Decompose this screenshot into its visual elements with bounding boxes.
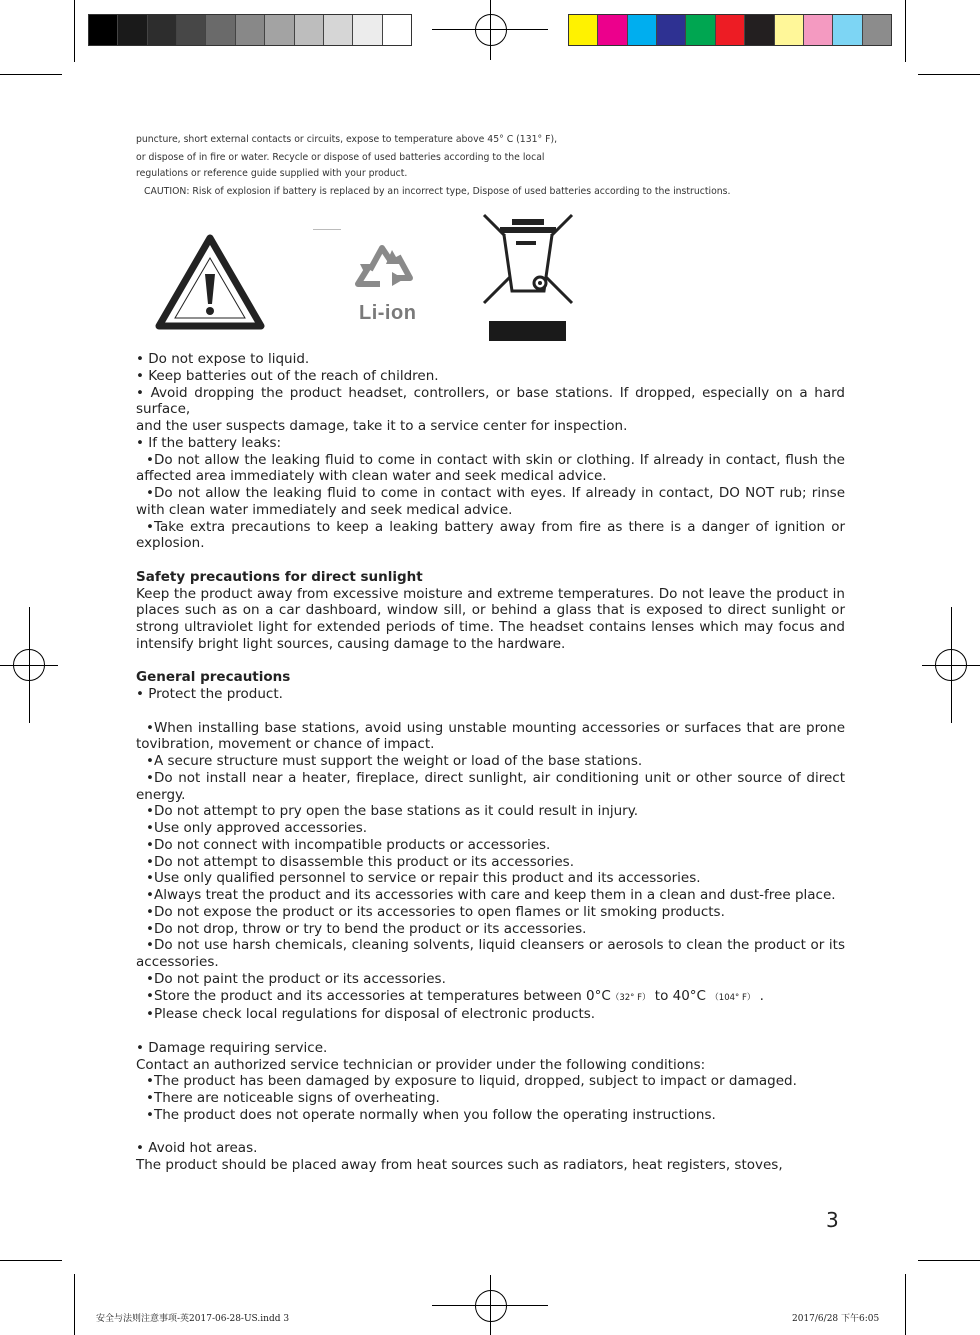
- intro-line-1: puncture, short external contacts or circuits, expose to temperature above 45° C (131° F),: [136, 134, 558, 145]
- grayscale-swatch: [89, 15, 118, 45]
- temp-fahrenheit-low: （32° F）: [610, 992, 651, 1003]
- footer-filename: 安全与法则注意事项-英2017-06-28-US.indd 3: [96, 1314, 290, 1324]
- hot-heading: • Avoid hot areas.: [136, 1140, 258, 1157]
- battery-leak-2: •Do not allow the leaking fluid to come in contact with eyes. If already in contact, DO NOT rub; rinse with clean water immediately and seek medical advice.: [136, 485, 845, 518]
- battery-bullet-3b: and the user suspects damage, take it to a service center for inspection.: [136, 418, 628, 434]
- general-heading: General precautions: [136, 669, 291, 686]
- battery-bullet-2: • Keep batteries out of the reach of children.: [136, 367, 439, 384]
- battery-bullet-1: • Do not expose to liquid.: [136, 351, 310, 367]
- general-protect: • Protect the product.: [136, 686, 283, 702]
- process-swatch: [833, 15, 862, 45]
- process-swatch: [863, 15, 891, 45]
- general-item-1: •When installing base stations, avoid using unstable mounting accessories or surfaces that are prone tovibration, movement or chance of impact.: [136, 719, 845, 753]
- general-item-2: •A secure structure must support the weight or load of the base stations.: [146, 753, 643, 769]
- intro-line-2: or dispose of in fire or water. Recycle or dispose of used batteries according to the local: [136, 152, 545, 163]
- general-item-5: •Use only approved accessories.: [146, 820, 368, 836]
- main-content: [136, 351, 845, 1174]
- general-item-7: •Do not attempt to disassemble this product or its accessories.: [146, 853, 574, 870]
- service-item-1: •The product has been damaged by exposure to liquid, dropped, subject to impact or damaged.: [146, 1073, 797, 1090]
- general-item-10: •Do not expose the product or its accessories to open flames or lit smoking products.: [146, 903, 725, 920]
- general-item-13: •Do not paint the product or its accessories.: [146, 970, 446, 987]
- general-item-6: •Do not connect with incompatible products or accessories.: [146, 836, 551, 853]
- grayscale-swatch: [177, 15, 206, 45]
- grayscale-swatch: [265, 15, 294, 45]
- general-item-3: •Do not install near a heater, fireplace, direct sunlight, air conditioning unit or other source of direct energy.: [136, 769, 845, 803]
- battery-bullet-4: • If the battery leaks:: [136, 434, 282, 451]
- temp-text-pre: •Store the product and its accessories at temperatures between 0°C: [146, 987, 611, 1004]
- li-ion-label: Li-ion: [359, 302, 417, 324]
- service-intro: Contact an authorized service technician or provider under the following conditions:: [136, 1056, 706, 1073]
- weee-black-bar: [489, 321, 566, 341]
- battery-bullet-3a: • Avoid dropping the product headset, controllers, or base stations. If dropped, especially on a hard surface,: [136, 384, 845, 418]
- process-color-bar: [568, 14, 892, 46]
- service-item-3: •The product does not operate normally when you follow the operating instructions.: [146, 1106, 716, 1123]
- temp-fahrenheit-high: （104° F）: [710, 992, 756, 1003]
- process-swatch: [775, 15, 804, 45]
- general-item-15: •Please check local regulations for disposal of electronic products.: [146, 1006, 596, 1023]
- service-heading: • Damage requiring service.: [136, 1039, 328, 1056]
- battery-leak-3: •Take extra precautions to keep a leaking battery away from fire as there is a danger of ignition or explosion.: [136, 518, 845, 552]
- process-swatch: [716, 15, 745, 45]
- battery-leak-1: •Do not allow the leaking fluid to come in contact with skin or clothing. If already in contact, flush the affected area immediately with clean water and seek medical advice.: [136, 451, 845, 485]
- recycle-icon: [346, 234, 424, 296]
- general-item-4: •Do not attempt to pry open the base stations as it could result in injury.: [146, 803, 639, 820]
- temp-text-end: .: [755, 987, 764, 1004]
- grayscale-swatch: [118, 15, 147, 45]
- grayscale-swatch: [236, 15, 265, 45]
- grayscale-swatch: [206, 15, 235, 45]
- thin-rule: [313, 229, 341, 230]
- process-swatch: [569, 15, 598, 45]
- process-swatch: [598, 15, 627, 45]
- intro-line-3: regulations or reference guide supplied with your product.: [136, 168, 408, 179]
- general-item-14: [136, 988, 845, 1007]
- general-item-8: •Use only qualified personnel to service or repair this product and its accessories.: [146, 870, 701, 887]
- grayscale-color-bar: [88, 14, 412, 46]
- grayscale-swatch: [383, 15, 411, 45]
- general-item-11: •Do not drop, throw or try to bend the product or its accessories.: [146, 920, 587, 937]
- process-swatch: [657, 15, 686, 45]
- temp-text-mid: to 40°C: [650, 987, 706, 1004]
- sunlight-body: Keep the product away from excessive moisture and extreme temperatures. Do not leave the product in places such as on a car dashboard, window sill, or behind a glass that is exposed to direct sunlight or strong ultraviolet light for extended periods of time. The headset contains lenses which may focus and intensify bright light sources, causing damage to the hardware.: [136, 585, 845, 652]
- process-swatch: [686, 15, 715, 45]
- hot-body: The product should be placed away from heat sources such as radiators, heat registers, stoves,: [136, 1157, 783, 1173]
- page-number: 3: [826, 1208, 839, 1232]
- grayscale-swatch: [148, 15, 177, 45]
- process-swatch: [745, 15, 774, 45]
- sunlight-heading: Safety precautions for direct sunlight: [136, 568, 423, 585]
- weee-bin-icon: [482, 213, 574, 305]
- service-item-2: •There are noticeable signs of overheating.: [146, 1090, 440, 1106]
- general-item-12: •Do not use harsh chemicals, cleaning solvents, liquid cleansers or aerosols to clean the product or its accessories.: [136, 937, 845, 970]
- footer-timestamp: 2017/6/28 下午6:05: [792, 1314, 880, 1324]
- general-item-9: •Always treat the product and its accessories with care and keep them in a clean and dust-free place.: [146, 887, 836, 903]
- grayscale-swatch: [295, 15, 324, 45]
- caution-text: CAUTION: Risk of explosion if battery is replaced by an incorrect type, Dispose of used batteries according to the instructions.: [144, 186, 731, 197]
- process-swatch: [804, 15, 833, 45]
- process-swatch: [628, 15, 657, 45]
- grayscale-swatch: [353, 15, 382, 45]
- grayscale-swatch: [324, 15, 353, 45]
- warning-triangle-icon: [155, 234, 265, 332]
